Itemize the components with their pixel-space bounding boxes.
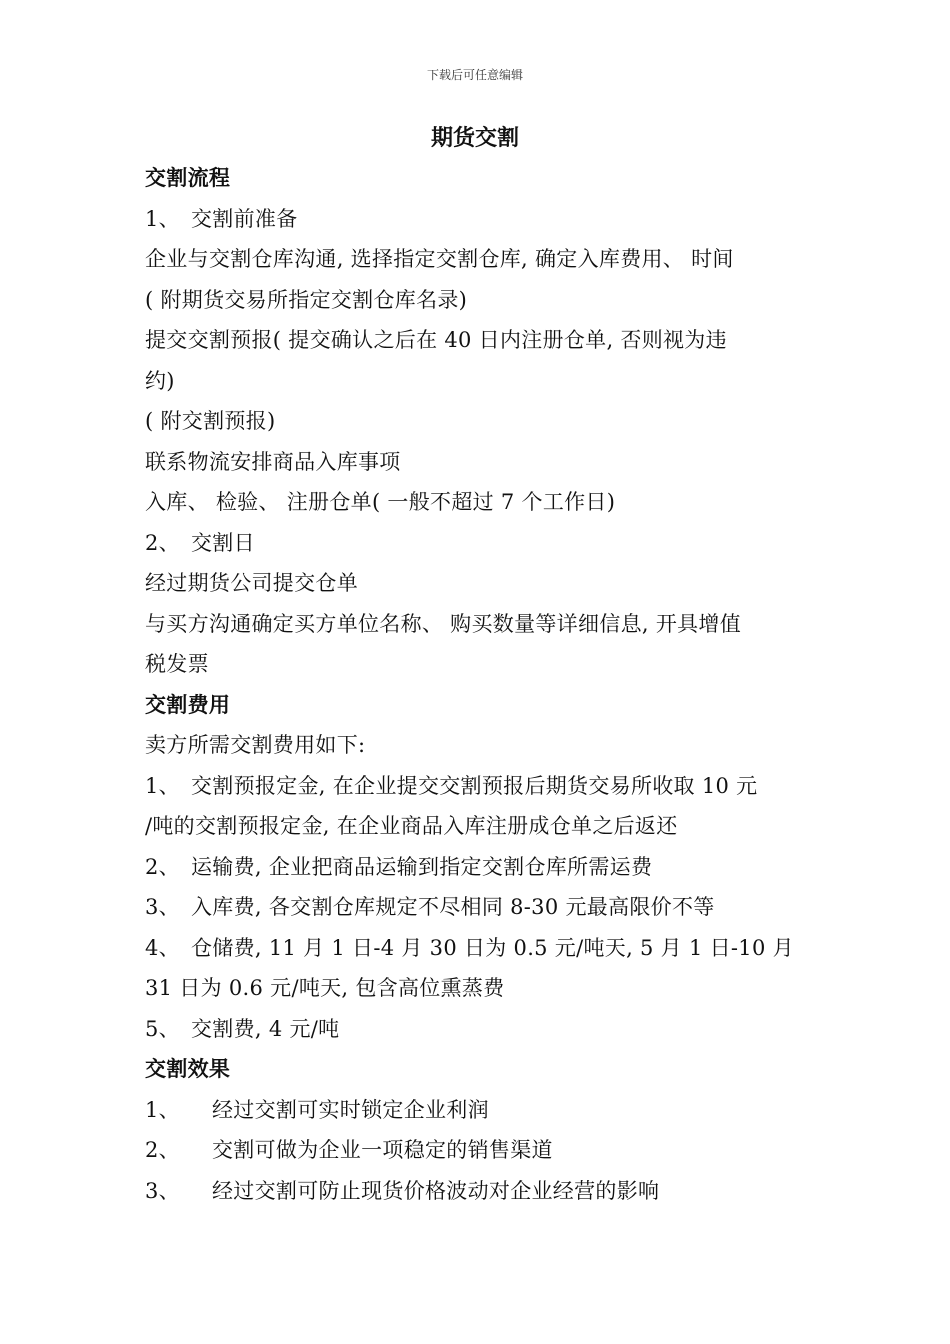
list-item xyxy=(145,1130,810,1171)
section-heading-fees: 交割费用 xyxy=(145,692,231,717)
item-number: 5、 xyxy=(145,1016,180,1041)
item-number: 2、 xyxy=(145,1138,180,1162)
item-number: 2、 xyxy=(145,854,180,879)
paragraph-line: 31 日为 0.6 元/吨天, 包含高位熏蒸费 xyxy=(145,976,505,1000)
paragraph-line: ( 附交割预报) xyxy=(145,409,276,433)
paragraph-line: 联系物流安排商品入库事项 xyxy=(145,449,401,474)
list-item xyxy=(145,523,810,564)
item-number: 4、 xyxy=(145,935,180,960)
item-number: 2、 xyxy=(145,530,180,555)
item-text: 交割日 xyxy=(191,530,255,555)
section-heading-process: 交割流程 xyxy=(145,166,231,190)
list-item xyxy=(145,1171,810,1212)
paragraph-line: /吨的交割预报定金, 在企业商品入库注册成仓单之后返还 xyxy=(145,814,678,838)
item-text: 交割费, 4 元/吨 xyxy=(191,1016,340,1041)
list-item xyxy=(145,1090,810,1131)
list-item xyxy=(145,928,810,969)
paragraph-line: 税发票 xyxy=(145,652,209,676)
list-item xyxy=(145,1009,810,1050)
list-item xyxy=(145,199,810,240)
paragraph-line: 约) xyxy=(145,368,175,393)
item-number: 1、 xyxy=(145,773,180,798)
section-heading-effects: 交割效果 xyxy=(145,1057,231,1081)
item-text: 交割可做为企业一项稳定的销售渠道 xyxy=(212,1138,553,1162)
item-number: 1、 xyxy=(145,206,180,231)
item-text: 经过交割可防止现货价格波动对企业经营的影响 xyxy=(212,1178,660,1203)
item-text: 交割前准备 xyxy=(191,206,298,231)
list-item xyxy=(145,887,810,928)
paragraph-line: 提交交割预报( 提交确认之后在 40 日内注册仓单, 否则视为违 xyxy=(145,328,727,352)
item-number: 3、 xyxy=(145,1178,180,1203)
header-note: 下载后可任意编辑 xyxy=(426,68,523,82)
paragraph-line: 企业与交割仓库沟通, 选择指定交割仓库, 确定入库费用、 时间 xyxy=(145,247,734,271)
item-text: 经过交割可实时锁定企业利润 xyxy=(212,1097,489,1122)
document-title: 期货交割 xyxy=(430,126,519,151)
list-item xyxy=(145,847,810,888)
paragraph-line: 卖方所需交割费用如下: xyxy=(145,733,366,757)
item-number: 3、 xyxy=(145,895,180,919)
item-text: 交割预报定金, 在企业提交交割预报后期货交易所收取 10 元 xyxy=(191,773,758,798)
item-text: 仓储费, 11 月 1 日-4 月 30 日为 0.5 元/吨天, 5 月 1 日-10 月 xyxy=(191,935,794,960)
item-text: 入库费, 各交割仓库规定不尽相同 8-30 元最高限价不等 xyxy=(191,895,715,919)
paragraph-line: 与买方沟通确定买方单位名称、 购买数量等详细信息, 开具增值 xyxy=(145,611,742,636)
list-item xyxy=(145,766,810,807)
paragraph-line: 入库、 检验、 注册仓单( 一般不超过 7 个工作日) xyxy=(145,490,616,514)
paragraph-line: 经过期货公司提交仓单 xyxy=(145,571,358,595)
document-body xyxy=(145,158,810,1211)
item-number: 1、 xyxy=(145,1097,180,1122)
paragraph-line: ( 附期货交易所指定交割仓库名录) xyxy=(145,287,468,312)
item-text: 运输费, 企业把商品运输到指定交割仓库所需运费 xyxy=(191,854,653,879)
